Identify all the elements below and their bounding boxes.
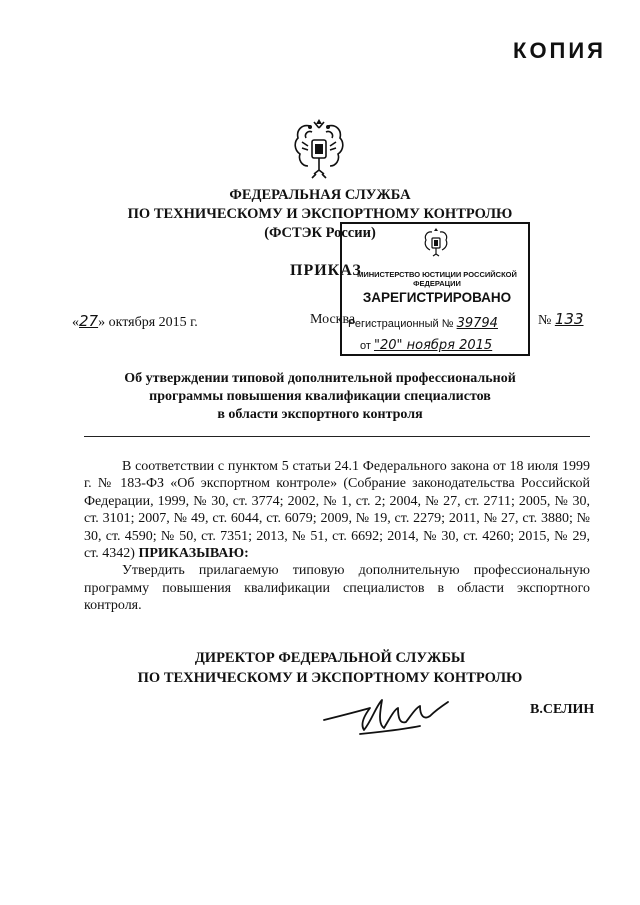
registration-stamp xyxy=(340,222,530,356)
preamble-text: В соответствии с пунктом 5 статьи 24.1 Федерального закона от 18 июля 1999 г. № 183-ФЗ «Об экспортном контроле» (Собрание законодательства Российской Федерации, 1999, № 30, ст. 3774; 2002, № 1, ст. 2; 2004, № 27, ст. 2711; 2005, № 30, ст. 3101; 2007, № 49, ст. 6044, ст. 6079; 2009, № 19, ст. 2279; 2011, № 27, ст. 3880; № 30, ст. 4590; № 50, ст. 7351; 2013, № 51, ст. 6692; 2014, № 30, ст. 4260; 2015, № 29, ст. 4342) xyxy=(84,459,590,562)
order-date-day: 27 xyxy=(79,312,99,330)
stamp-registration-number xyxy=(348,316,530,331)
stamp-ministry: МИНИСТЕРСТВО ЮСТИЦИИ РОССИЙСКОЙ ФЕДЕРАЦИИ xyxy=(357,270,517,288)
subject-line1: Об утверждении типовой дополнительной профессиональной xyxy=(124,371,516,386)
order-city: Москва xyxy=(310,312,356,327)
subject-line3: в области экспортного контроля xyxy=(217,407,423,422)
order-date-open-quote: « xyxy=(72,315,79,330)
signer-name: В.СЕЛИН xyxy=(530,702,595,717)
order-number-prefix: № xyxy=(538,313,552,328)
stamp-reg-number: 39794 xyxy=(456,316,498,331)
agency-title-line1: ФЕДЕРАЛЬНАЯ СЛУЖБА xyxy=(229,187,411,203)
divider-line xyxy=(84,436,590,437)
subject-line2: программы повышения квалификации специалистов xyxy=(149,389,491,404)
signatory-title xyxy=(130,648,530,688)
signatory-title-line1: ДИРЕКТОР ФЕДЕРАЛЬНОЙ СЛУЖБЫ xyxy=(194,650,466,666)
order-number-value: 133 xyxy=(554,310,584,328)
directive-paragraph: Утвердить прилагаемую типовую дополнительную профессиональную программу повышения квалификации специалистов в области экспортного контроля. xyxy=(84,563,590,614)
stamp-date-label: от xyxy=(360,340,371,352)
command-word: ПРИКАЗЫВАЮ: xyxy=(138,546,249,562)
document-type: ПРИКАЗ xyxy=(290,262,362,279)
stamp-reg-label: Регистрационный № xyxy=(348,318,454,330)
agency-title-line2: ПО ТЕХНИЧЕСКОМУ И ЭКСПОРТНОМУ КОНТРОЛЮ xyxy=(127,206,513,222)
copy-mark: КОПИЯ xyxy=(513,38,606,63)
handwritten-signature-icon xyxy=(320,690,460,746)
agency-title-line3: (ФСТЭК России) xyxy=(264,225,376,241)
stamp-eagle-emblem-icon xyxy=(422,228,450,258)
order-number xyxy=(538,310,584,329)
signatory-title-line2: ПО ТЕХНИЧЕСКОМУ И ЭКСПОРТНОМУ КОНТРОЛЮ xyxy=(137,670,523,686)
stamp-date-value: "20" ноября 2015 xyxy=(373,338,493,353)
order-date-rest: » октября 2015 г. xyxy=(98,315,198,330)
order-body xyxy=(84,458,590,615)
order-date xyxy=(72,312,198,331)
double-headed-eagle-emblem-icon xyxy=(290,118,348,182)
order-subject xyxy=(110,370,530,424)
stamp-registered: ЗАРЕГИСТРИРОВАНО xyxy=(362,290,512,305)
stamp-registration-date xyxy=(360,338,530,353)
preamble-paragraph xyxy=(84,458,590,562)
